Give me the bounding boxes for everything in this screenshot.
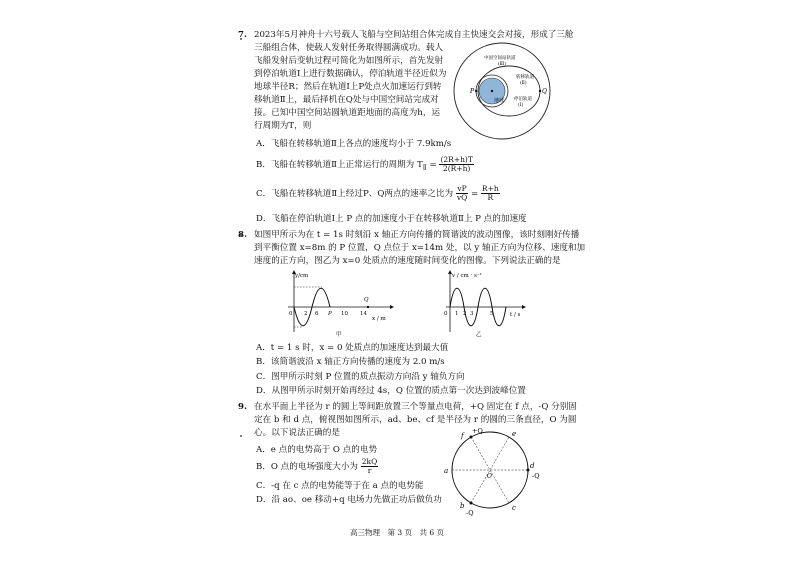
- q7-option-c: C．飞船在转移轨道Ⅱ上经过P、Q两点的速率之比为 $\frac{vP}{vQ}$ = $\frac{R+h}{R}$: [256, 184, 499, 202]
- yi-origin: 0: [444, 311, 448, 317]
- q7-option-b-sub: Ⅱ: [422, 164, 427, 172]
- transfer-orbit-label: 转移轨道: [516, 75, 534, 80]
- jia-origin: 0: [289, 311, 293, 317]
- q9-label-o: O: [487, 473, 492, 480]
- earth-center-dot: [491, 90, 493, 92]
- q8-figure-yi: [440, 268, 530, 338]
- q9-charge-diagram: [442, 424, 548, 516]
- q8-option-a: A．t = 1 s 时，x = 0 处质点的加速度达到最大值: [256, 343, 449, 353]
- q7-line-6: 移轨道Ⅱ上，最后择机在Q处与中国空间站完成对: [254, 95, 439, 105]
- q9-option-a: A．e 点的电势高于 O 点的电势: [256, 445, 378, 455]
- q8-option-c: C．图甲所示时刻 P 位置的质点振动方向沿 y 轴负方向: [256, 372, 465, 382]
- q9-option-c: C．-q 在 c 点的电势能等于在 a 点的电势能: [256, 481, 424, 491]
- jia-tick-14: 14: [360, 311, 367, 317]
- yi-tick-1: 1: [455, 311, 459, 317]
- q9-charge-f: [470, 436, 473, 439]
- q9-number: 9.: [238, 402, 247, 412]
- station-orbit-tag: (Ⅲ): [498, 62, 506, 67]
- q7-line-7: 接。已知中国空间站圆轨道距地面的高度为h，运: [254, 108, 441, 118]
- q9-charge-b: [470, 502, 473, 505]
- q7-line-4: 到停泊轨道Ⅰ上进行数据确认，停泊轨道半径近似为: [254, 69, 447, 79]
- q9-option-b-text: B．O 点的电场强度大小为: [256, 462, 359, 472]
- yi-caption: 乙: [476, 332, 482, 338]
- q8-option-d: D．从图甲所示时刻开始再经过 4s，Q 位置的质点第一次达到波峰位置: [256, 386, 526, 396]
- earth-label: 地球: [494, 98, 505, 104]
- q9-line-2: 定在 b 和 d 点，俯视图如图所示，ad、be、cf 是半径为 r 的圆的三条直径，O 为圆: [254, 415, 577, 425]
- q7-option-c-vq: vQ: [456, 193, 468, 202]
- jia-x-arrow: [390, 305, 394, 309]
- q9-option-b-fraction: [361, 458, 378, 475]
- q8-line-1: 如图甲所示为在 t = 1s 时刻沿 x 轴正方向传播的简谐波的波动图像，该时刻刚好传播: [254, 230, 580, 240]
- jia-caption: 甲: [336, 332, 342, 338]
- q8-figure-jia: [278, 268, 398, 338]
- jia-q-label: Q: [364, 297, 369, 303]
- q9-label-f: f: [461, 432, 464, 440]
- q7-option-c-denominator: R: [487, 193, 494, 202]
- jia-tick-p: P: [328, 311, 332, 317]
- q7-option-c-text: C．飞船在转移轨道Ⅱ上经过P、Q两点的速率之比为: [256, 189, 454, 199]
- q9-option-b-numerator: 2kQ: [361, 457, 378, 466]
- jia-ylabel: y/cm: [295, 273, 309, 279]
- q9-option-b-denominator: r: [367, 466, 372, 475]
- yi-tick-3: 3: [470, 311, 474, 317]
- yi-tick-2: 2: [463, 311, 467, 317]
- parking-orbit-tag: (Ⅰ): [518, 103, 524, 108]
- yi-t-arrow: [522, 305, 526, 309]
- scan-speck: [240, 435, 242, 437]
- jia-tick-2: 2: [304, 311, 308, 317]
- q7-line-5: 地球半径R；然后在轨道Ⅰ上P处点火加速运行到转: [254, 82, 442, 92]
- q7-option-b-numerator: (2R+h)T: [440, 155, 473, 164]
- q7-option-c-numerator: R+h: [481, 184, 499, 193]
- page-footer: 高三物理 第 3 页 共 6 页: [349, 528, 445, 537]
- q9-label-minus-q-b: -Q: [466, 509, 474, 516]
- q7-option-c-fraction: [481, 185, 500, 202]
- q7-option-a: A．飞船在转移轨道Ⅱ上各点的速度均小于 7.9km/s: [256, 139, 452, 149]
- q-label: Q: [542, 88, 547, 95]
- q7-line-8: 行周期为T，则: [254, 121, 312, 131]
- transfer-orbit-tag: (Ⅱ): [520, 81, 527, 86]
- q7-option-b-text: B．飞船在转移轨道Ⅱ上正常运行的周期为 T: [256, 160, 423, 170]
- q8-option-b: B．该简谐波沿 x 轴正方向传播的速度为 2.0 m/s: [256, 357, 445, 367]
- q9-label-c: c: [512, 504, 516, 512]
- q9-line-3: 心。以下说法正确的是: [254, 428, 340, 438]
- q7-line-1: 2023年5月神舟十六号载人飞船与空间站组合体完成自主快速交会对接，形成了三舱: [254, 30, 574, 40]
- q8-number: 8.: [238, 230, 247, 240]
- q9-label-plus-q: +Q: [472, 427, 483, 435]
- q7-option-b-fraction: [439, 156, 473, 173]
- yi-ylabel: v / cm · s⁻¹: [452, 273, 482, 279]
- q9-label-minus-q-d: -Q: [532, 472, 540, 480]
- jia-tick-10: 10: [341, 311, 348, 317]
- q8-line-2: 到平衡位置 x=8m 的 P 位置，Q 点位于 x=14m 处，以 y 轴正方向为位移、速度和加: [254, 243, 586, 253]
- q9-line-1: 在水平面上半径为 r 的圆上等间距放置三个等量点电荷，+Q 固定在 f 点，-Q 分别固: [254, 402, 577, 412]
- yi-xlabel: t / s: [510, 312, 521, 318]
- jia-q-dot: [367, 306, 369, 308]
- q9-option-d: D．沿 ao、oe 移动+q 电场力先做正功后做负功: [256, 495, 442, 505]
- q7-line-2: 三船组合体，使载人发射任务取得圆满成功。载人: [254, 43, 444, 53]
- q7-option-d: D．飞船在停泊轨道Ⅰ上 P 点的加速度小于在转移轨道Ⅱ上 P 点的加速度: [256, 214, 527, 224]
- p-label: P: [470, 88, 475, 95]
- jia-tick-6: 6: [315, 311, 319, 317]
- q9-label-b: b: [460, 502, 465, 510]
- q9-label-a: a: [444, 467, 449, 475]
- p-point-dot: [475, 90, 477, 92]
- yi-tick-5: 5: [490, 311, 494, 317]
- q7-orbit-diagram: [446, 40, 558, 142]
- q8-line-3: 速度的正方向，图乙为 x=0 处质点的速度随时间变化的图像。下列说法正确的是: [254, 256, 561, 266]
- parking-orbit-label: 停泊轨道: [514, 97, 532, 102]
- q7-option-c-ratio: [456, 185, 468, 202]
- q7-number: 7.: [238, 30, 247, 40]
- q-point-dot: [539, 90, 541, 92]
- jia-xlabel: x / m: [372, 316, 386, 322]
- q7-option-b: B．飞船在转移轨道Ⅱ上正常运行的周期为 $T_Ⅱ$ = $\frac{(2R+h)T}{2(R+h)}$: [256, 155, 473, 173]
- station-orbit-label: 中国空间站轨道: [484, 56, 516, 61]
- q9-label-e: e: [512, 430, 517, 438]
- q9-option-b: [256, 458, 378, 475]
- q7-option-c-vp: vP: [457, 184, 467, 193]
- q7-line-3: 飞船发射后变轨过程可简化为如图所示，首先发射: [254, 56, 444, 66]
- q7-option-b-denominator: 2(R+h): [442, 164, 471, 173]
- q9-label-d: d: [530, 462, 535, 470]
